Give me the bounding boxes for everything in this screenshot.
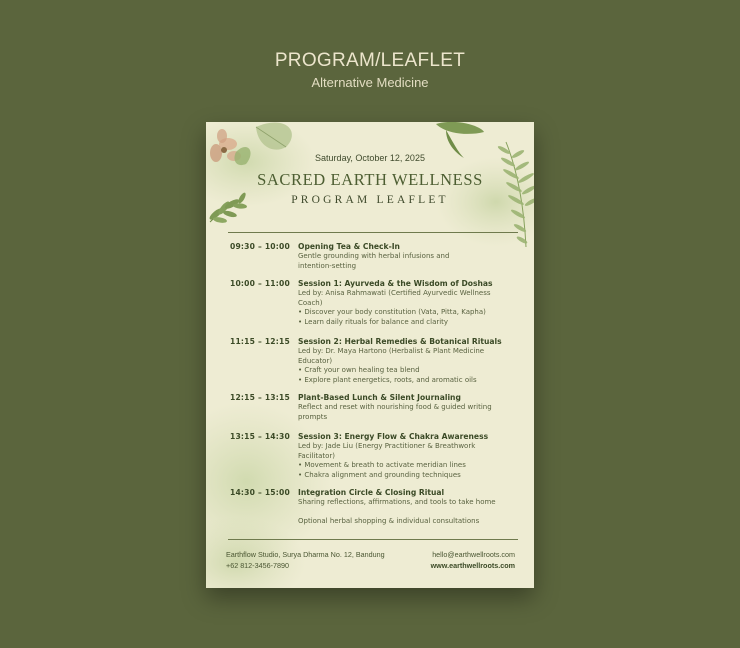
footer-email[interactable]: hello@earthwellroots.com (432, 550, 515, 559)
session-line: Sharing reflections, affirmations, and tools to take home (298, 498, 496, 506)
session-line: Led by: Anisa Rahmawati (Certified Ayurvedic Wellness (298, 289, 491, 297)
divider (228, 539, 518, 540)
session-title: Session 1: Ayurveda & the Wisdom of Doshas (298, 279, 493, 288)
session-note: Optional herbal shopping & individual consultations (298, 516, 480, 525)
session-title: Opening Tea & Check-In (298, 242, 400, 251)
hero-subtitle: Alternative Medicine (311, 75, 429, 90)
session-line: Facilitator) (298, 451, 336, 460)
session-line: • Craft your own healing tea blend (298, 366, 420, 374)
session-line: Coach) (298, 298, 323, 307)
event-date: Saturday, October 12, 2025 (315, 153, 425, 163)
session-time: 13:15 – 14:30 (229, 432, 290, 441)
session-line: intention-setting (298, 261, 357, 270)
session-line: • Movement & breath to activate meridian lines (298, 461, 466, 469)
session-time: 09:30 – 10:00 (229, 242, 290, 251)
session-time: 11:15 – 12:15 (229, 337, 290, 346)
footer-phone: +62 812-3456-7890 (226, 561, 289, 570)
footer-website[interactable]: www.earthwellroots.com (430, 561, 515, 570)
session-line: • Explore plant energetics, roots, and aromatic oils (298, 375, 477, 384)
session-line: • Chakra alignment and grounding techniques (298, 470, 461, 479)
session-time: 12:15 – 13:15 (229, 393, 290, 402)
session-line: prompts (298, 412, 328, 421)
session-title: Session 3: Energy Flow & Chakra Awareness (298, 432, 489, 441)
session-title: Session 2: Herbal Remedies & Botanical Rituals (298, 337, 502, 346)
divider (228, 232, 518, 233)
session-line: Reflect and reset with nourishing food & guided writing (298, 403, 492, 411)
session-title: Integration Circle & Closing Ritual (298, 488, 445, 497)
session-line: Led by: Jade Liu (Energy Practitioner & Breathwork (298, 442, 476, 450)
session-line: • Discover your body constitution (Vata, Pitta, Kapha) (298, 308, 486, 316)
session-time: 10:00 – 11:00 (229, 279, 290, 288)
leaflet-subtitle: PROGRAM LEAFLET (291, 194, 449, 206)
session-title: Plant-Based Lunch & Silent Journaling (298, 393, 461, 402)
session-line: Educator) (298, 356, 333, 365)
hero-title: PROGRAM/LEAFLET (274, 50, 466, 71)
session-line: • Learn daily rituals for balance and clarity (298, 317, 449, 326)
session-line: Gentle grounding with herbal infusions and (298, 252, 450, 260)
event-title: SACRED EARTH WELLNESS (257, 170, 483, 189)
leaflet (206, 122, 534, 588)
footer-address: Earthflow Studio, Surya Dharma No. 12, Bandung (226, 550, 385, 559)
session-time: 14:30 – 15:00 (229, 488, 290, 497)
session-line: Led by: Dr. Maya Hartono (Herbalist & Plant Medicine (298, 347, 485, 355)
